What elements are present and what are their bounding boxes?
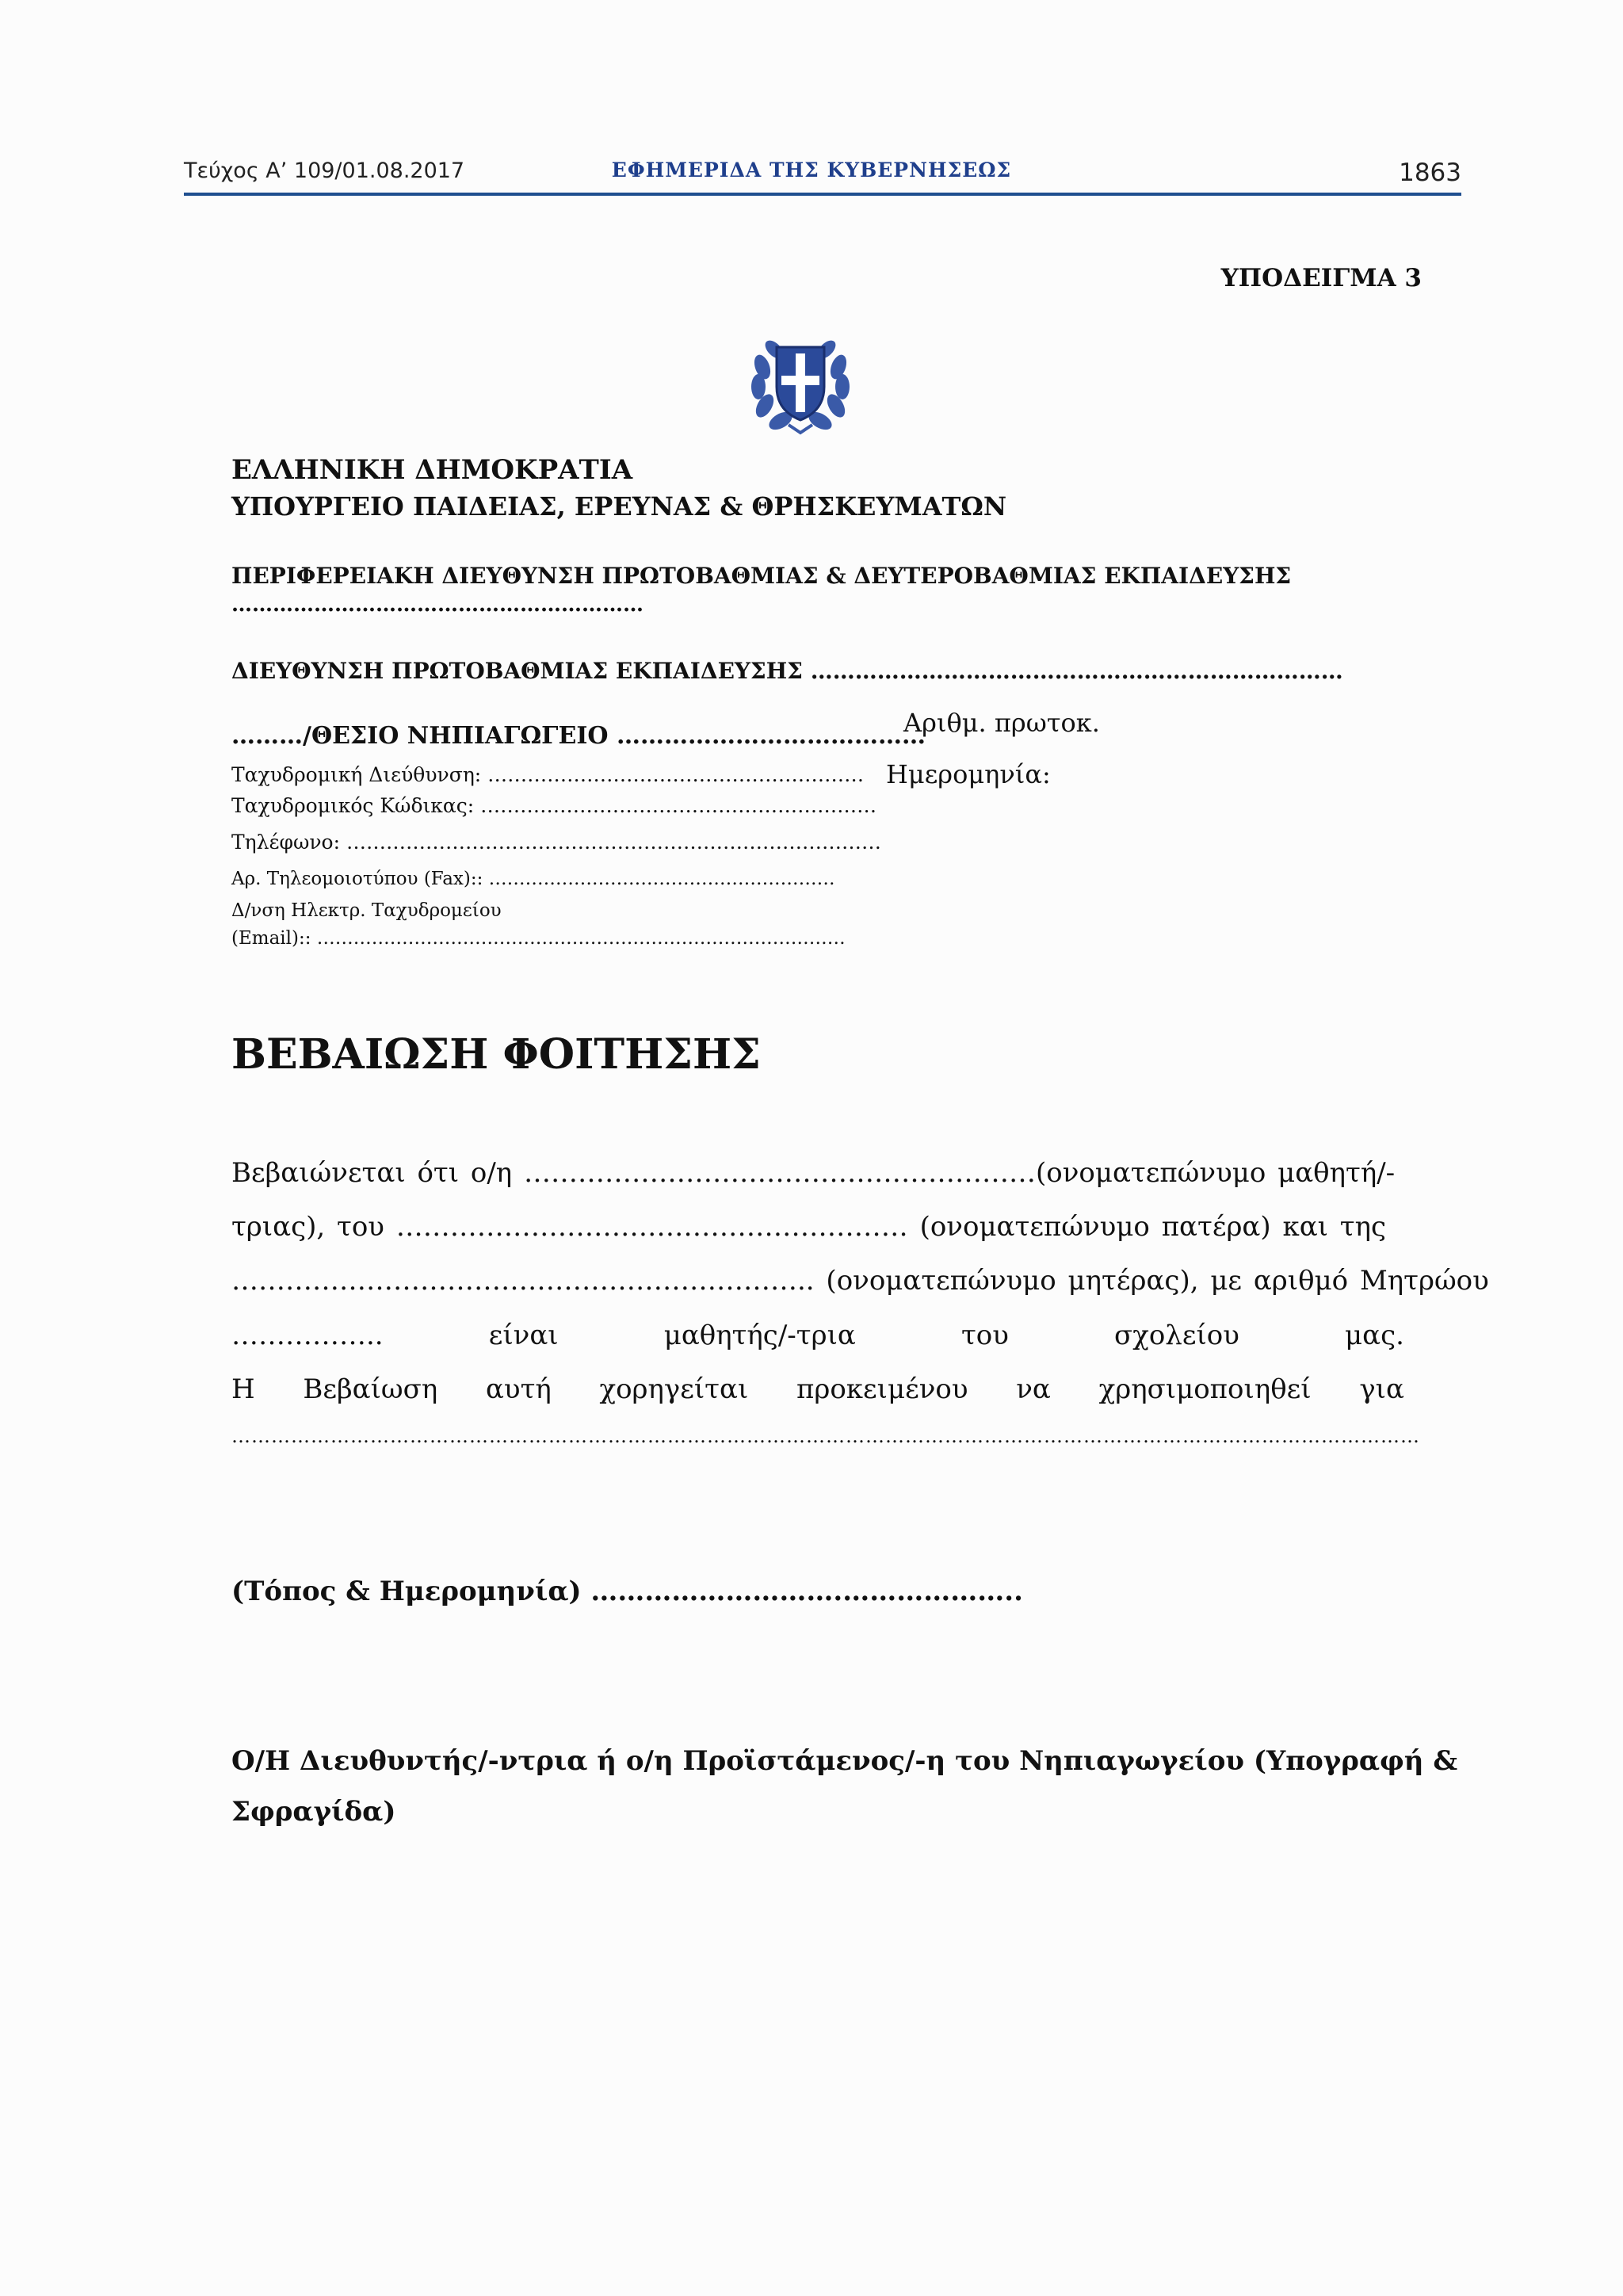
body-word: είναι <box>488 1320 559 1351</box>
directorate-name: ΔΙΕΥΘΥΝΣΗ ΠΡΩΤΟΒΑΘΜΙΑΣ ΕΚΠΑΙΔΕΥΣΗΣ ……………………………………………………………… <box>231 658 1343 684</box>
body-line-3: ……………………………………………………….. (ονοματεπώνυμο μητέρας), με αριθμό Μητρώου <box>231 1265 1489 1297</box>
body-line-5 <box>231 1373 1404 1405</box>
purpose-blank: ……………………………………………………………………………………………………………………………………………………………… <box>231 1425 1420 1447</box>
body-word: μαθητής/-τρια <box>663 1320 856 1351</box>
school-name: ………/ΘΕΣΙΟ ΝΗΠΙΑΓΩΓΕΙΟ ………………………………… <box>231 722 926 750</box>
email-field-label: Δ/νση Ηλεκτρ. Ταχυδρομείου <box>231 900 502 921</box>
body-word: του <box>960 1320 1009 1351</box>
postal-code-field: Ταχυδρομικός Κώδικας: …………………………………………………… <box>231 794 877 817</box>
body-word: μας. <box>1345 1320 1404 1351</box>
ministry-name: ΥΠΟΥΡΓΕΙΟ ΠΑΙΔΕΙΑΣ, ΕΡΕΥΝΑΣ & ΘΡΗΣΚΕΥΜΑΤΩΝ <box>231 491 1007 521</box>
gazette-name: ΕΦΗΜΕΡΙΔΑ ΤΗΣ ΚΥΒΕΡΝΗΣΕΩΣ <box>611 159 1012 181</box>
body-line-4 <box>231 1320 1404 1351</box>
body-line-2: τριας), του ………………………………………………… (ονοματεπώνυμο πατέρα) και της <box>231 1211 1387 1243</box>
place-and-date: (Τόπος & Ημερομηνία) ……………………….……………….. <box>231 1576 1023 1607</box>
republic-name: ΕΛΛΗΝΙΚΗ ΔΗΜΟΚΡΑΤΙΑ <box>231 454 633 486</box>
body-word: Η <box>231 1373 255 1405</box>
body-word: για <box>1359 1373 1404 1405</box>
header-divider <box>184 193 1461 196</box>
phone-field: Τηλέφωνο: ……………………………………………………………………… <box>231 831 881 854</box>
body-word: προκειμένου <box>796 1373 968 1405</box>
body-line-1: Βεβαιώνεται ότι ο/η …………………………………………………(ονοματεπώνυμο μαθητή/- <box>231 1157 1396 1189</box>
regional-directorate-blank: …………………………………………………… <box>231 593 643 617</box>
signer-title: Ο/Η Διευθυντής/-ντρια ή ο/η Προϊστάμενος/-η του Νηπιαγωγείου (Υπογραφή & <box>231 1745 1458 1777</box>
fax-field: Αρ. Τηλεομοιοτύπου (Fax):: ………………………………………………… <box>231 869 835 889</box>
postal-address-field: Ταχυδρομική Διεύθυνση: ………………………………………………… <box>231 763 865 786</box>
date-label: Ημερομηνία: <box>886 759 1051 789</box>
body-word: Βεβαίωση <box>303 1373 438 1405</box>
body-word: να <box>1016 1373 1051 1405</box>
body-word: χρησιμοποιηθεί <box>1098 1373 1312 1405</box>
certificate-title: ΒΕΒΑΙΩΣΗ ΦΟΙΤΗΣΗΣ <box>231 1030 761 1079</box>
model-label: ΥΠΟΔΕΙΓΜΑ 3 <box>1220 264 1422 292</box>
protocol-number-label: Αριθμ. πρωτοκ. <box>903 708 1100 738</box>
email-field: (Email):: …………………………………………………………………………… <box>231 928 846 949</box>
body-word: χορηγείται <box>599 1373 749 1405</box>
body-word: αυτή <box>485 1373 552 1405</box>
regional-directorate: ΠΕΡΙΦΕΡΕΙΑΚΗ ΔΙΕΥΘΥΝΣΗ ΠΡΩΤΟΒΑΘΜΙΑΣ & ΔΕΥΤΕΡΟΒΑΘΜΙΑΣ ΕΚΠΑΙΔΕΥΣΗΣ <box>231 563 1292 589</box>
gazette-issue: Τεύχος Α’ 109/01.08.2017 <box>184 159 465 183</box>
body-word: …………….. <box>231 1320 384 1351</box>
signer-title-cont: Σφραγίδα) <box>231 1796 396 1828</box>
page-number: 1863 <box>1399 159 1461 187</box>
body-word: σχολείου <box>1114 1320 1239 1351</box>
coat-of-arms-icon <box>741 323 860 442</box>
